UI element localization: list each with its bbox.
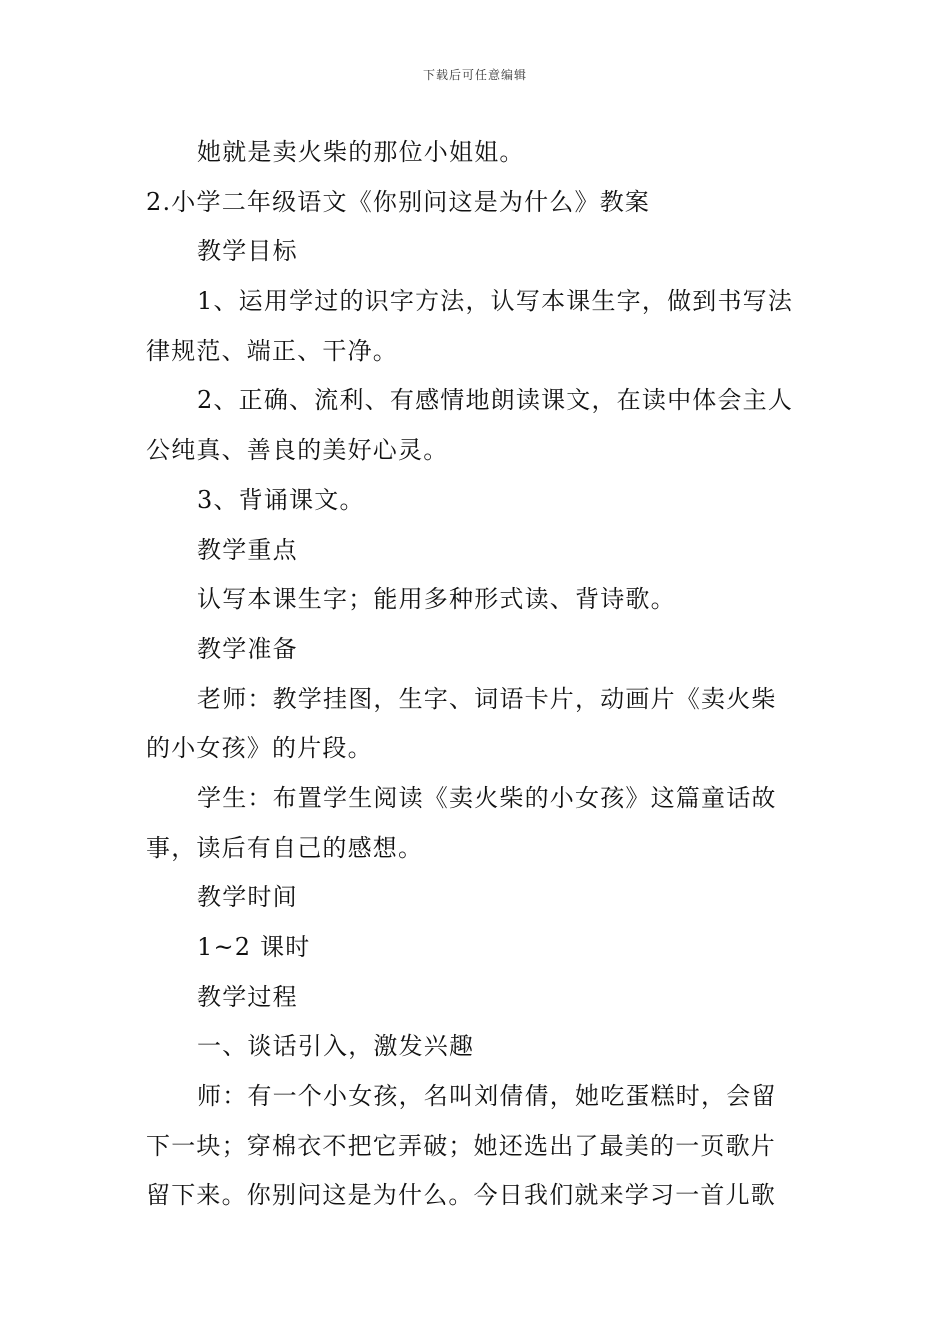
paragraph-line: 她就是卖火柴的那位小姐姐。 bbox=[197, 138, 525, 166]
subheading-teaching-time: 教学时间 bbox=[197, 883, 298, 912]
paragraph-line: 师：有一个小女孩，名叫刘倩倩，她吃蛋糕时，会留 bbox=[197, 1082, 777, 1111]
paragraph-line: 3、背诵课文。 bbox=[197, 485, 365, 514]
paragraph-line: 下一块；穿棉衣不把它弄破；她还选出了最美的一页歌片 bbox=[146, 1131, 776, 1160]
paragraph-line: 律规范、端正、干净。 bbox=[146, 336, 398, 365]
paragraph-line: 学生：布置学生阅读《卖火柴的小女孩》这篇童话故 bbox=[197, 783, 777, 812]
paragraph-line: 的小女孩》的片段。 bbox=[146, 734, 373, 763]
paragraph-line: 老师：教学挂图，生字、词语卡片，动画片《卖火柴 bbox=[197, 684, 777, 713]
paragraph-line: 2、正确、流利、有感情地朗读课文，在读中体会主人 bbox=[197, 386, 794, 415]
page-header-note: 下载后可任意编辑 bbox=[422, 68, 527, 82]
paragraph-line: 留下来。你别问这是为什么。今日我们就来学习一首儿歌 bbox=[146, 1181, 776, 1210]
paragraph-line: 1~2 课时 bbox=[197, 933, 311, 961]
paragraph-line: 公纯真、善良的美好心灵。 bbox=[146, 436, 449, 465]
subheading-preparation: 教学准备 bbox=[197, 634, 298, 663]
document-body bbox=[146, 128, 808, 1221]
section-heading: 2.小学二年级语文《你别问这是为什么》教案 bbox=[146, 187, 651, 216]
paragraph-line: 事，读后有自己的感想。 bbox=[146, 833, 424, 862]
subheading-key-points: 教学重点 bbox=[197, 535, 298, 564]
subheading-teaching-goals: 教学目标 bbox=[197, 237, 298, 266]
paragraph-line: 认写本课生字；能用多种形式读、背诗歌。 bbox=[197, 585, 676, 614]
paragraph-line: 1、运用学过的识字方法，认写本课生字，做到书写法 bbox=[197, 287, 794, 316]
paragraph-line: 一、谈话引入，激发兴趣 bbox=[197, 1032, 475, 1061]
subheading-teaching-process: 教学过程 bbox=[197, 982, 298, 1011]
